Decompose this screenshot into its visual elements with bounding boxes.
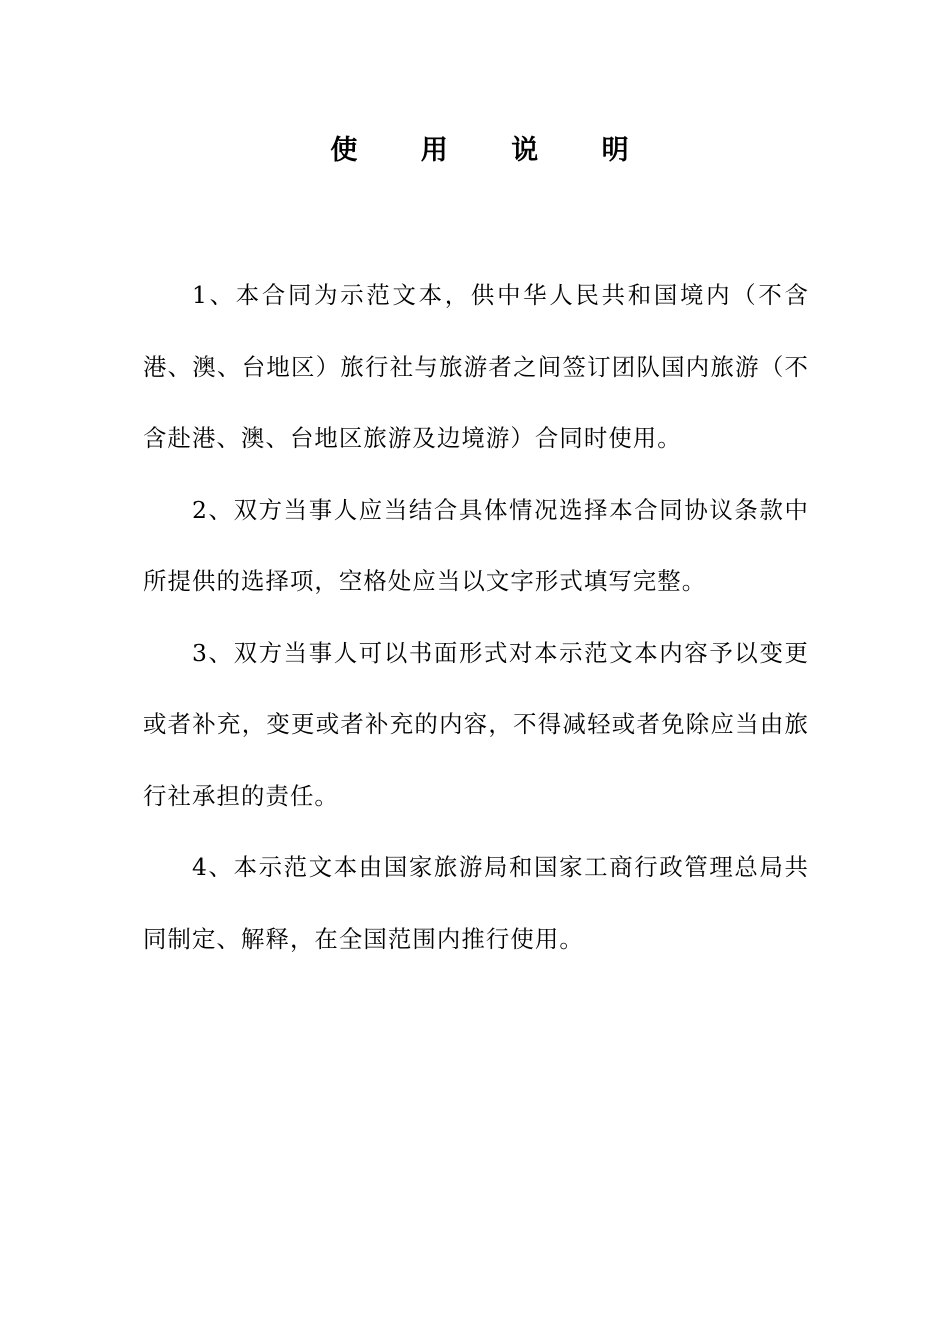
instruction-paragraph-1: 1、本合同为示范文本，供中华人民共和国境内（不含港、澳、台地区）旅行社与旅游者之间签订团队国内旅游（不含赴港、澳、台地区旅游及边境游）合同时使用。: [143, 281, 809, 452]
page-title: 使 用 说 明: [330, 135, 656, 166]
instructions-body: [143, 260, 809, 975]
instruction-paragraph-2: 2、双方当事人应当结合具体情况选择本合同协议条款中所提供的选择项，空格处应当以文字形式填写完整。: [143, 495, 809, 595]
instruction-paragraph-3: 3、双方当事人可以书面形式对本示范文本内容予以变更或者补充，变更或者补充的内容，不得减轻或者免除应当由旅行社承担的责任。: [143, 638, 809, 810]
instruction-paragraph-4: 4、本示范文本由国家旅游局和国家工商行政管理总局共同制定、解释，在全国范围内推行使用。: [143, 853, 809, 953]
